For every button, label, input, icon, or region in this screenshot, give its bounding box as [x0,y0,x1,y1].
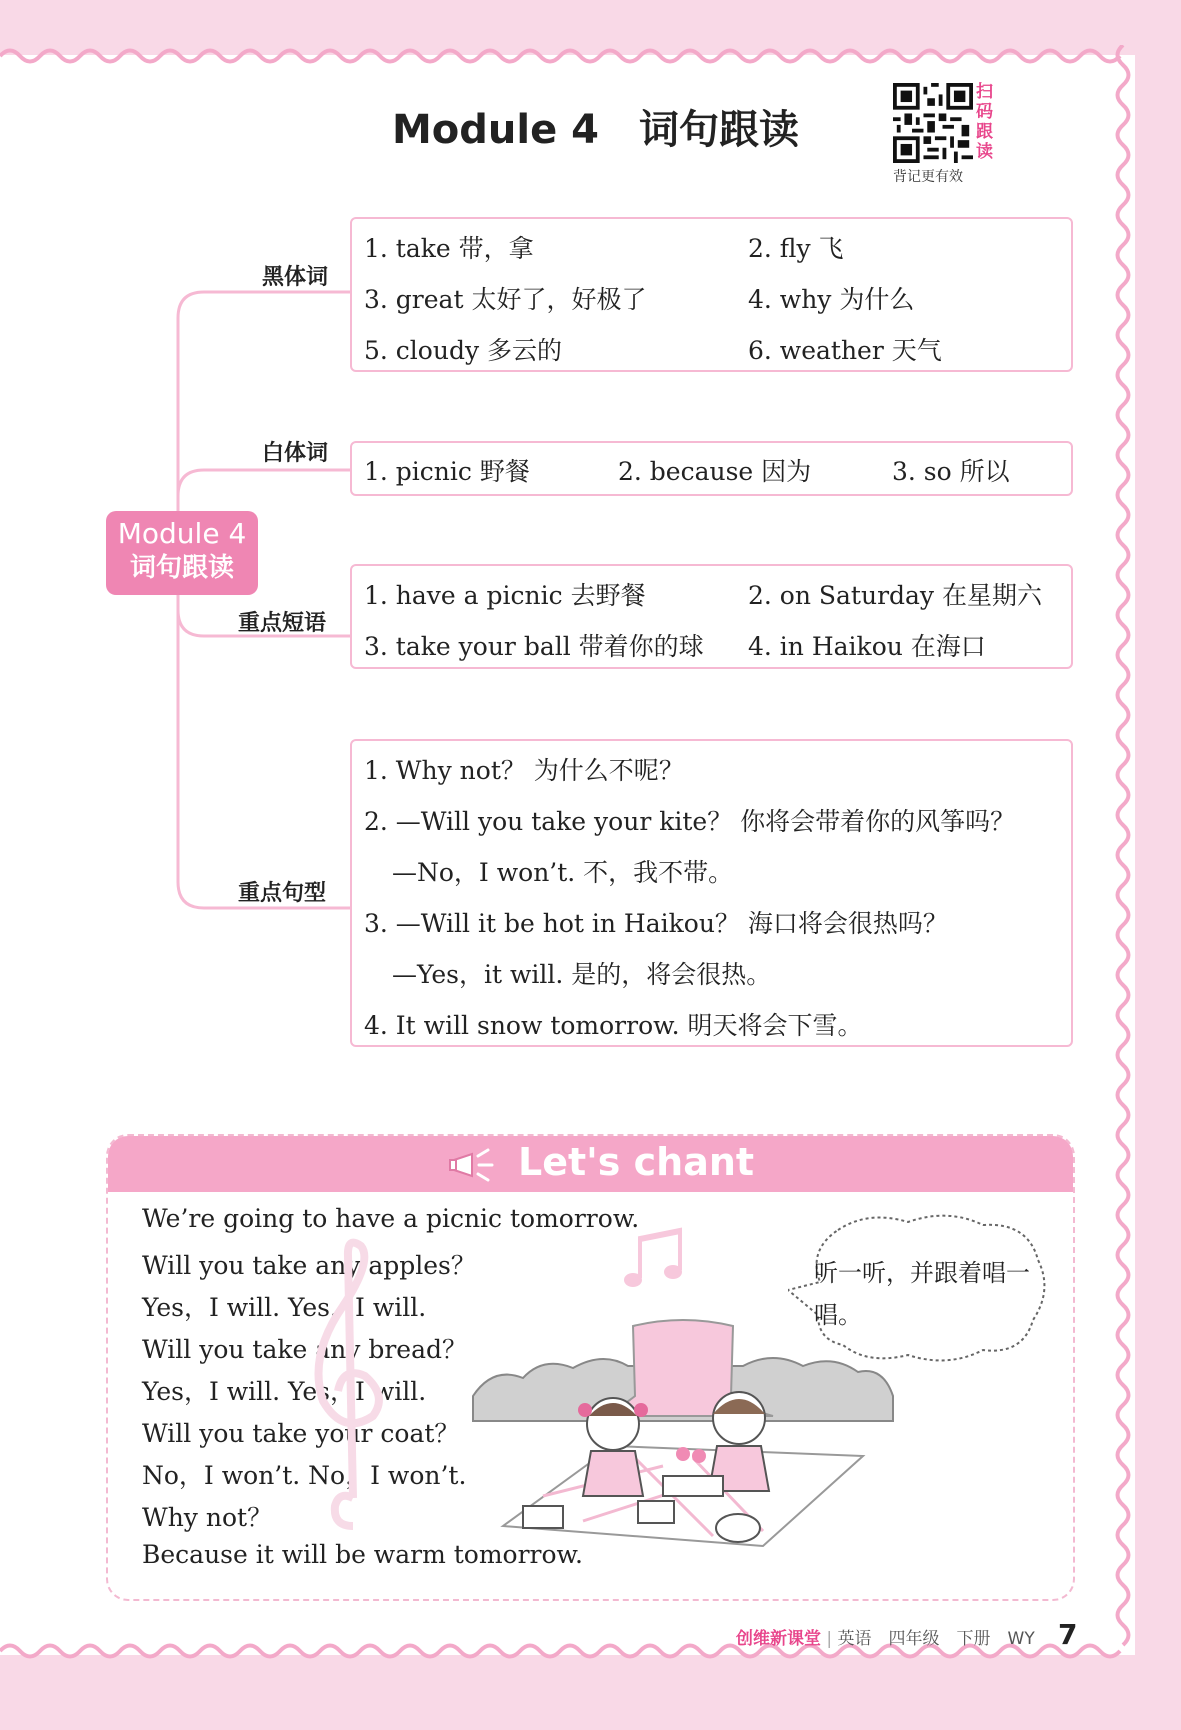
megaphone-icon [448,1144,508,1186]
list-item: —No，I won’t. 不，我不带。 [392,858,734,887]
footer-info: 创维新课堂 | 英语 四年级 下册 WY [736,1629,1035,1649]
chant-line: Will you take any bread？ [142,1335,467,1364]
bubble-text: 听一听，并跟着唱一唱。 [814,1259,1030,1329]
list-item: 4. in Haikou 在海口 [748,632,986,661]
list-item: 5. cloudy 多云的 [364,336,563,365]
chant-line: Will you take any apples？ [142,1251,476,1280]
page-number: 7 [1058,1618,1078,1651]
footer-brand: 创维新课堂 [736,1629,821,1649]
list-item: 4. why 为什么 [748,285,915,314]
label-sentences: 重点句型 [238,881,327,906]
title-en: Module 4 [392,107,599,153]
label-plain-words: 白体词 [262,441,329,466]
treble-clef-icon [303,1236,393,1536]
label-phrases: 重点短语 [238,611,327,636]
center-topic-line2: 词句跟读 [129,553,234,583]
list-item: 4. It will snow tomorrow. 明天将会下雪。 [364,1011,863,1040]
list-item: 2. because 因为 [618,457,812,486]
list-item: 6. weather 天气 [748,336,942,365]
chant-line: Yes，I will. Yes，I will. [142,1377,427,1406]
chant-line: No，I won’t. No，I won’t. [142,1461,467,1490]
center-topic [106,511,258,595]
chant-line: Why not？ [142,1503,273,1532]
list-item: —Yes，it will. 是的，将会很热。 [392,960,772,989]
list-item: 1. take 带，拿 [364,234,534,263]
qr-label: 扫码跟读 [976,82,993,162]
list-item: 2. fly 飞 [748,234,844,263]
footer-course: 英语 四年级 下册 WY [837,1629,1035,1649]
list-item: 2. on Saturday 在星期六 [748,581,1043,610]
center-topic-line1: Module 4 [117,517,247,550]
label-bold-words: 黑体词 [262,265,329,290]
phrases-box [350,564,1073,669]
chant-line: Because it will be warm tomorrow. [142,1540,583,1569]
list-item: 1. Why not？ 为什么不呢？ [364,756,684,785]
chant-line: Will you take your coat？ [142,1419,460,1448]
sentences-box [350,739,1073,1047]
bold-words-box [350,217,1073,372]
chant-panel [106,1134,1075,1601]
list-item: 3. great 太好了，好极了 [364,285,647,314]
music-note-icon [618,1226,698,1296]
qr-caption: 背记更有效 [893,169,963,185]
list-item: 3. —Will it be hot in Haikou？ 海口将会很热吗？ [364,909,948,938]
list-item: 1. have a picnic 去野餐 [364,581,646,610]
chant-line: Yes，I will. Yes，I will. [142,1293,427,1322]
title-cn: 词句跟读 [639,107,799,153]
list-item: 2. —Will you take your kite？ 你将会带着你的风筝吗？ [364,807,1016,836]
list-item: 3. so 所以 [892,457,1010,486]
list-item: 3. take your ball 带着你的球 [364,632,704,661]
list-item: 1. picnic 野餐 [364,457,530,486]
plain-words-box [350,441,1073,496]
chant-line: We’re going to have a picnic tomorrow. [142,1204,640,1233]
chant-title: Let's chant [518,1140,755,1184]
